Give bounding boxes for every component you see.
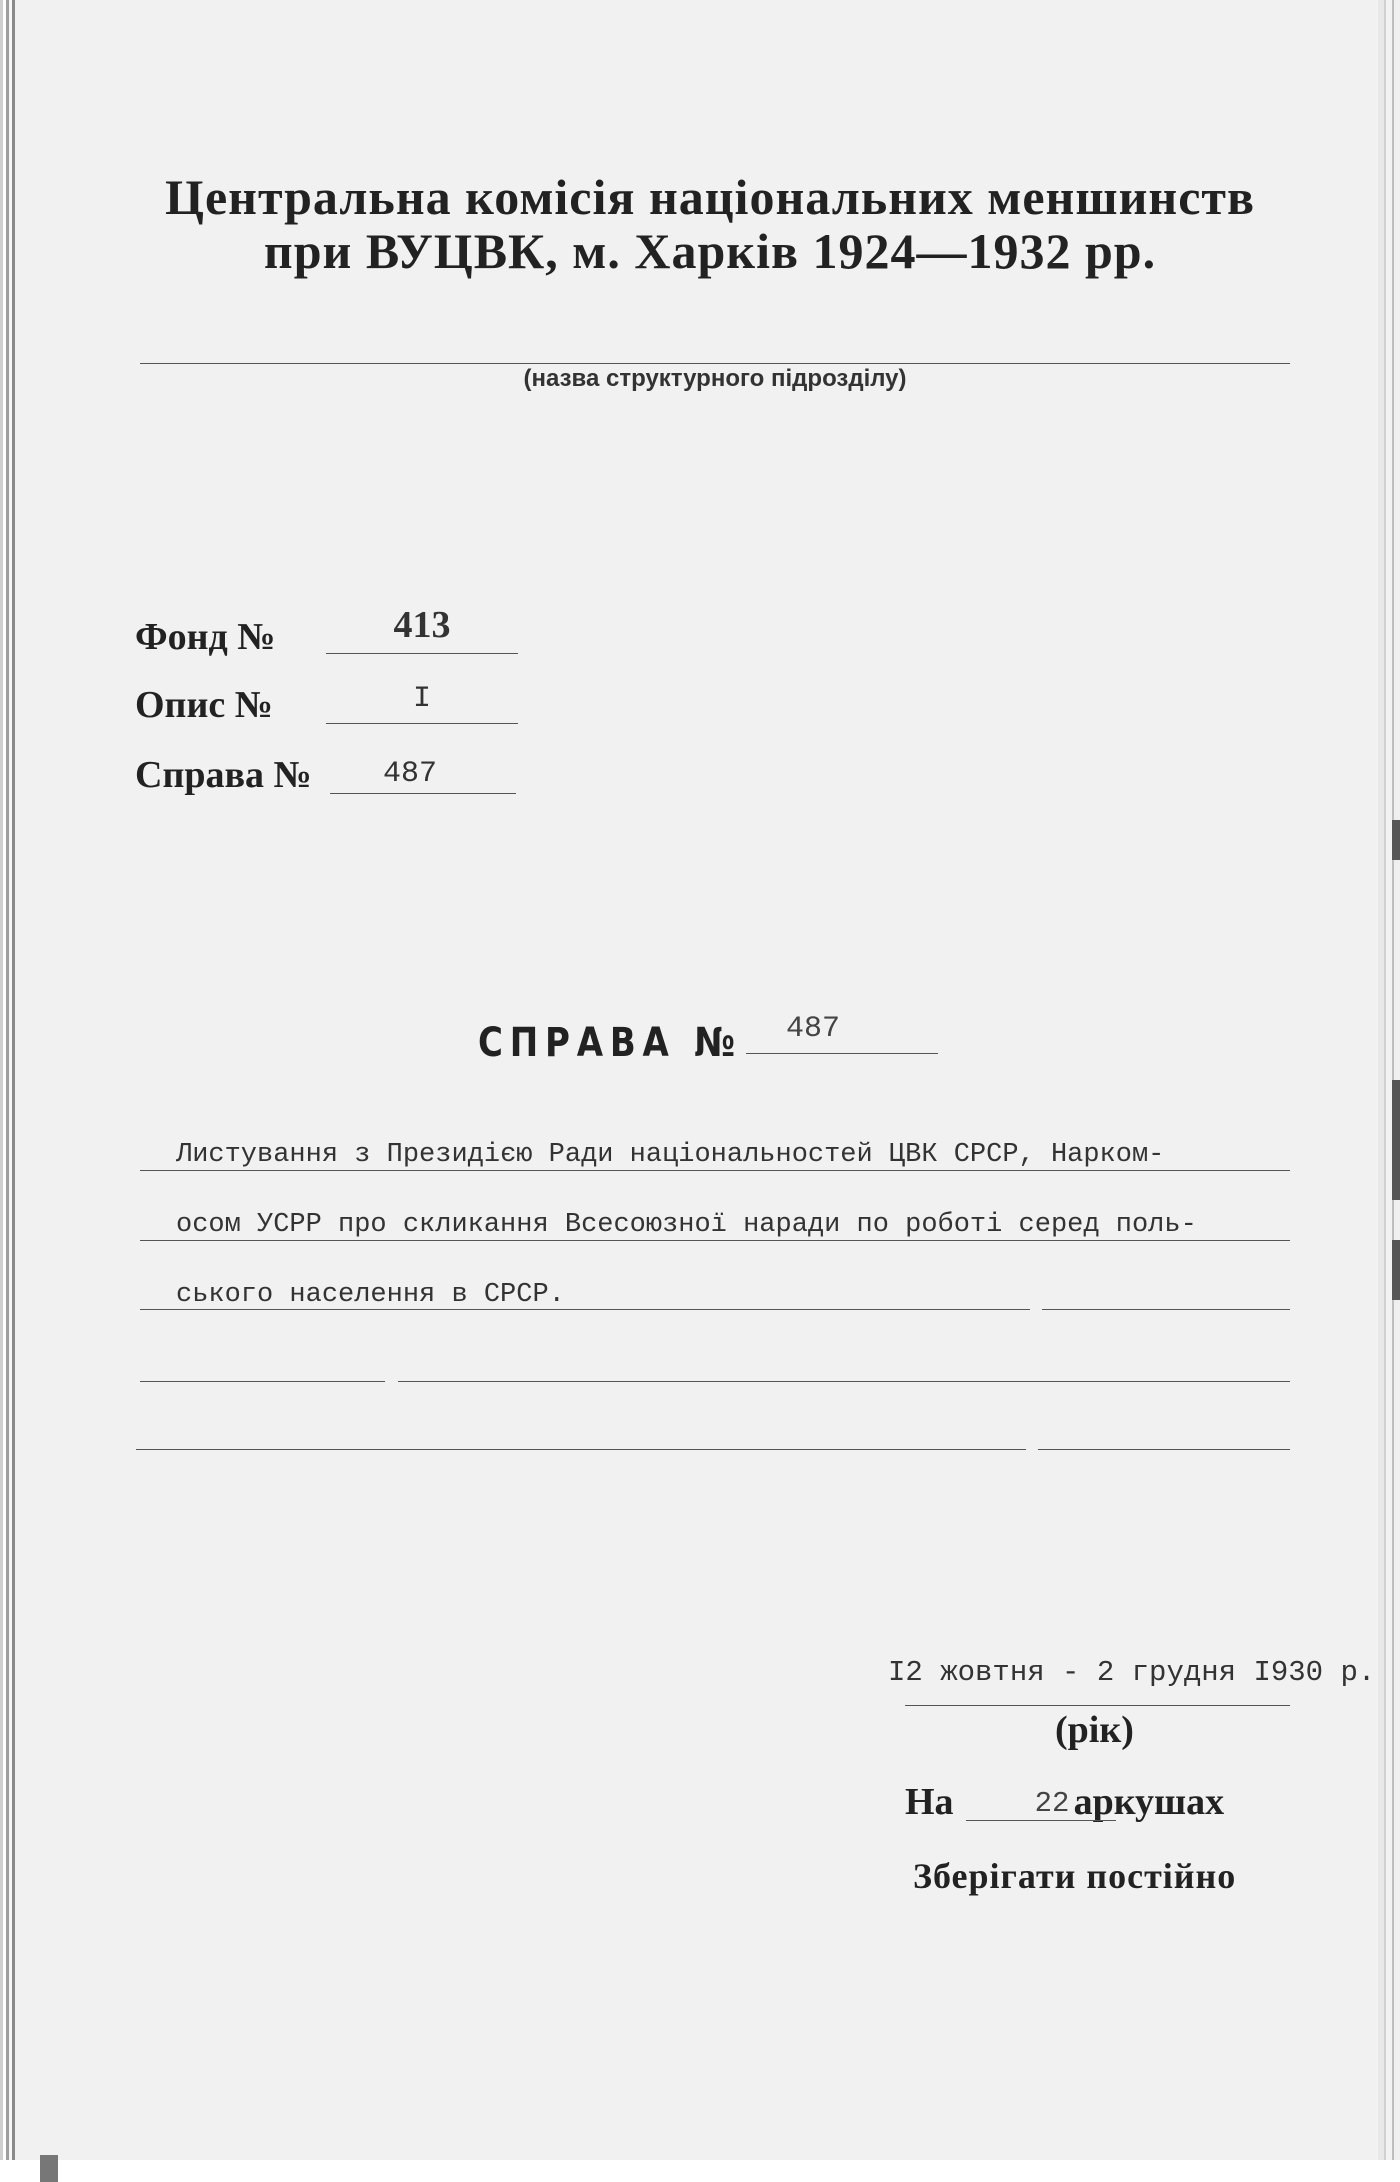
retention-note: Зберігати постійно [913,1856,1237,1896]
date-underline [905,1705,1290,1706]
description-line-1: Листування з Президією Ради національностей ЦВК СРСР, Нарком- [176,1140,1165,1170]
scan-edge-mark [40,2155,58,2182]
year-caption: (рік) [1055,1709,1134,1751]
blank-rule-5a [136,1449,1026,1450]
blank-rule-5b [1038,1449,1290,1450]
opys-underline [326,723,518,724]
institution-title-line-1: Центральна комісія національних меншинств [165,169,1255,225]
case-number-underline [746,1053,938,1054]
blank-rule-4b [398,1381,1290,1382]
binding-edge-left [0,0,12,2182]
description-rule-3a [140,1309,1030,1310]
divider-line [140,363,1290,364]
opys-label: Опис № [135,684,273,726]
fond-label: Фонд № [135,616,276,658]
fond-underline [326,653,518,654]
edge-mark [1392,1240,1400,1300]
edge-mark [1392,820,1400,860]
fond-value: 413 [393,604,451,646]
case-heading: СПРАВА № [478,1020,743,1066]
sprava-value: 487 [382,757,437,791]
sheets-underline [966,1820,1116,1821]
institution-title-line-2: при ВУЦВК, м. Харків 1924—1932 рр. [263,223,1157,279]
structural-unit-caption: (назва структурного підрозділу) [523,365,907,392]
sprava-underline [330,793,516,794]
sheets-prefix: На [905,1781,954,1823]
description-rule-2 [140,1240,1290,1241]
description-rule-3b [1042,1309,1290,1310]
scan-bottom-margin [0,2160,1400,2182]
sheets-suffix: аркушах [1073,1781,1225,1823]
date-range: I2 жовтня - 2 грудня I930 р. [888,1656,1376,1689]
opys-value: I [412,682,431,716]
case-number: 487 [786,1012,841,1046]
sheets-count: 22 [1034,1787,1070,1820]
blank-rule-4a [140,1381,385,1382]
edge-mark [1392,1080,1400,1200]
description-rule-1 [140,1170,1290,1171]
description-line-3: ського населення в СРСР. [176,1280,565,1310]
description-line-2: осом УСРР про скликання Всесоюзної наради по роботі серед поль- [176,1210,1197,1240]
sprava-label: Справа № [135,754,312,796]
archival-cover-sheet [12,0,1391,2160]
